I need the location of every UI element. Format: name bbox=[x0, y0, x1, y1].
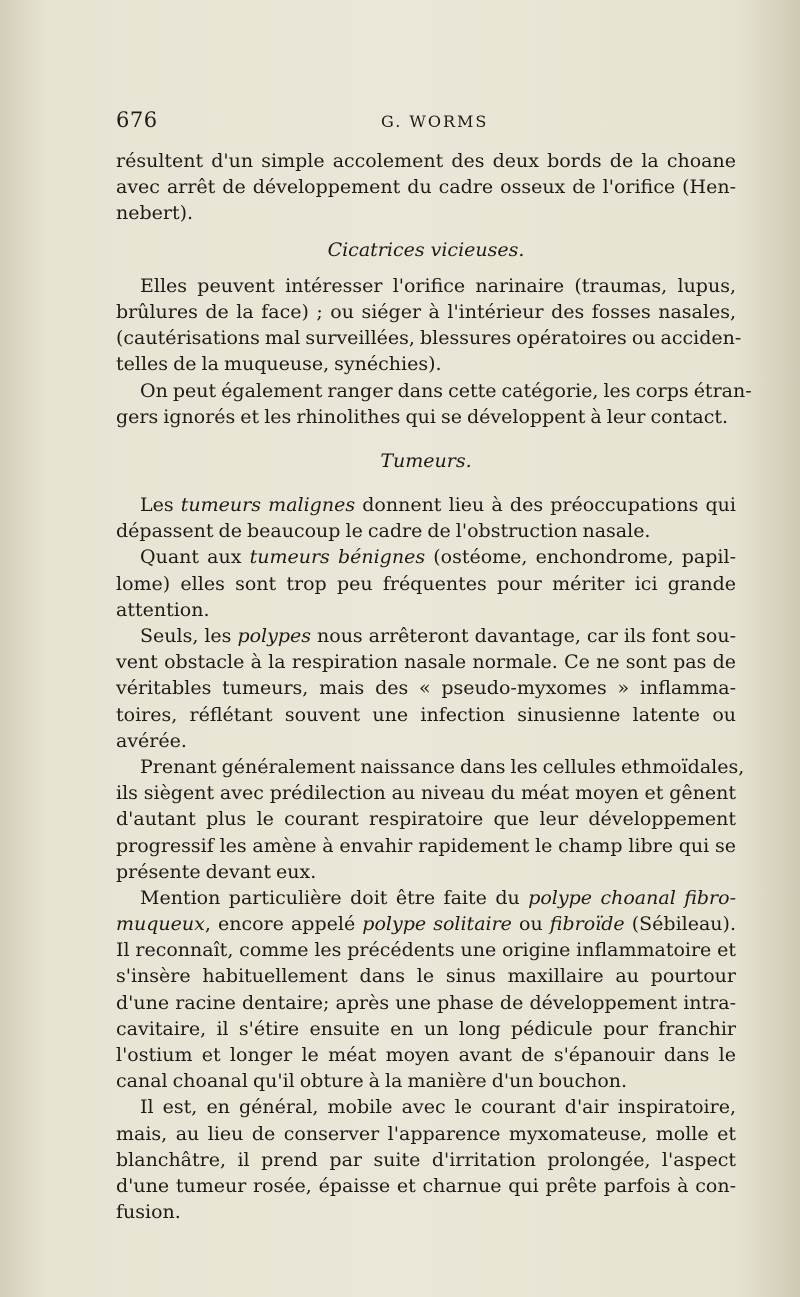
body-text bbox=[116, 148, 752, 1225]
text-line: Prenant généralement naissance dans les cellules ethmoïdales, bbox=[140, 755, 745, 778]
text-line: avérée. bbox=[116, 729, 187, 752]
page-number: 676 bbox=[116, 108, 158, 132]
section-heading-cicatrices: Cicatrices vicieuses. bbox=[327, 238, 525, 261]
text-line: Il reconnaît, comme les précédents une origine inflammatoire et bbox=[116, 939, 736, 962]
text-line: d'une racine dentaire; après une phase de développement intra- bbox=[116, 991, 736, 1014]
text-line: Elles peuvent intéresser l'orifice narinaire (traumas, lupus, bbox=[140, 274, 736, 297]
text-line: progressif les amène à envahir rapidement le champ libre qui se bbox=[116, 834, 736, 857]
text-line: lome) elles sont trop peu fréquentes pour mériter ici grande bbox=[116, 572, 736, 595]
text-line: gers ignorés et les rhinolithes qui se développent à leur contact. bbox=[116, 405, 729, 428]
text-line: brûlures de la face) ; ou siéger à l'intérieur des fosses nasales, bbox=[116, 300, 736, 323]
text-line: (cautérisations mal surveillées, blessures opératoires ou acciden- bbox=[116, 327, 742, 350]
running-head: G. WORMS bbox=[381, 112, 489, 131]
text-line: Mention particulière doit être faite du polype choanal fibro- bbox=[140, 886, 736, 909]
text-line: d'autant plus le courant respiratoire que leur développement bbox=[116, 808, 736, 831]
text-line: canal choanal qu'il obture à la manière d'un bouchon. bbox=[116, 1070, 628, 1093]
text-line: vent obstacle à la respiration nasale normale. Ce ne sont pas de bbox=[116, 651, 736, 674]
text-line: Il est, en général, mobile avec le courant d'air inspiratoire, bbox=[140, 1096, 736, 1119]
text-line: s'insère habituellement dans le sinus maxillaire au pourtour bbox=[116, 965, 736, 988]
text-line: ils siègent avec prédilection au niveau du méat moyen et gênent bbox=[116, 782, 736, 805]
text-line: On peut également ranger dans cette catégorie, les corps étran- bbox=[140, 379, 752, 402]
text-line: dépassent de beaucoup le cadre de l'obstruction nasale. bbox=[116, 520, 651, 543]
text-line: présente devant eux. bbox=[116, 860, 317, 883]
page-header bbox=[116, 108, 736, 138]
text-line: muqueux, encore appelé polype solitaire ou fibroïde (Sébileau). bbox=[116, 913, 736, 936]
text-line: telles de la muqueuse, synéchies). bbox=[116, 353, 442, 376]
text-line: d'une tumeur rosée, épaisse et charnue qui prête parfois à con- bbox=[116, 1174, 736, 1197]
text-line: fusion. bbox=[116, 1201, 181, 1224]
text-line: Seuls, les polypes nous arrêteront davantage, car ils font sou- bbox=[140, 625, 737, 648]
text-line: résultent d'un simple accolement des deux bords de la choane bbox=[116, 150, 736, 172]
text-line: mais, au lieu de conserver l'apparence myxomateuse, molle et bbox=[116, 1122, 736, 1145]
text-line: cavitaire, il s'étire ensuite en un long pédicule pour franchir bbox=[116, 1017, 736, 1040]
text-line: blanchâtre, il prend par suite d'irritation prolongée, l'aspect bbox=[116, 1148, 736, 1171]
section-heading-tumeurs: Tumeurs. bbox=[380, 449, 472, 472]
text-line: Les tumeurs malignes donnent lieu à des préoccupations qui bbox=[140, 494, 736, 517]
text-line: Quant aux tumeurs bénignes (ostéome, enchondrome, papil- bbox=[140, 546, 736, 569]
text-line: l'ostium et longer le méat moyen avant de s'épanouir dans le bbox=[116, 1044, 736, 1067]
text-line: avec arrêt de développement du cadre osseux de l'orifice (Hen- bbox=[116, 176, 736, 199]
text-line: toires, réflétant souvent une infection sinusienne latente ou bbox=[116, 703, 736, 726]
text-line: attention. bbox=[116, 598, 210, 621]
text-line: nebert). bbox=[116, 202, 194, 225]
text-line: véritables tumeurs, mais des « pseudo-myxomes » inflamma- bbox=[116, 677, 736, 700]
